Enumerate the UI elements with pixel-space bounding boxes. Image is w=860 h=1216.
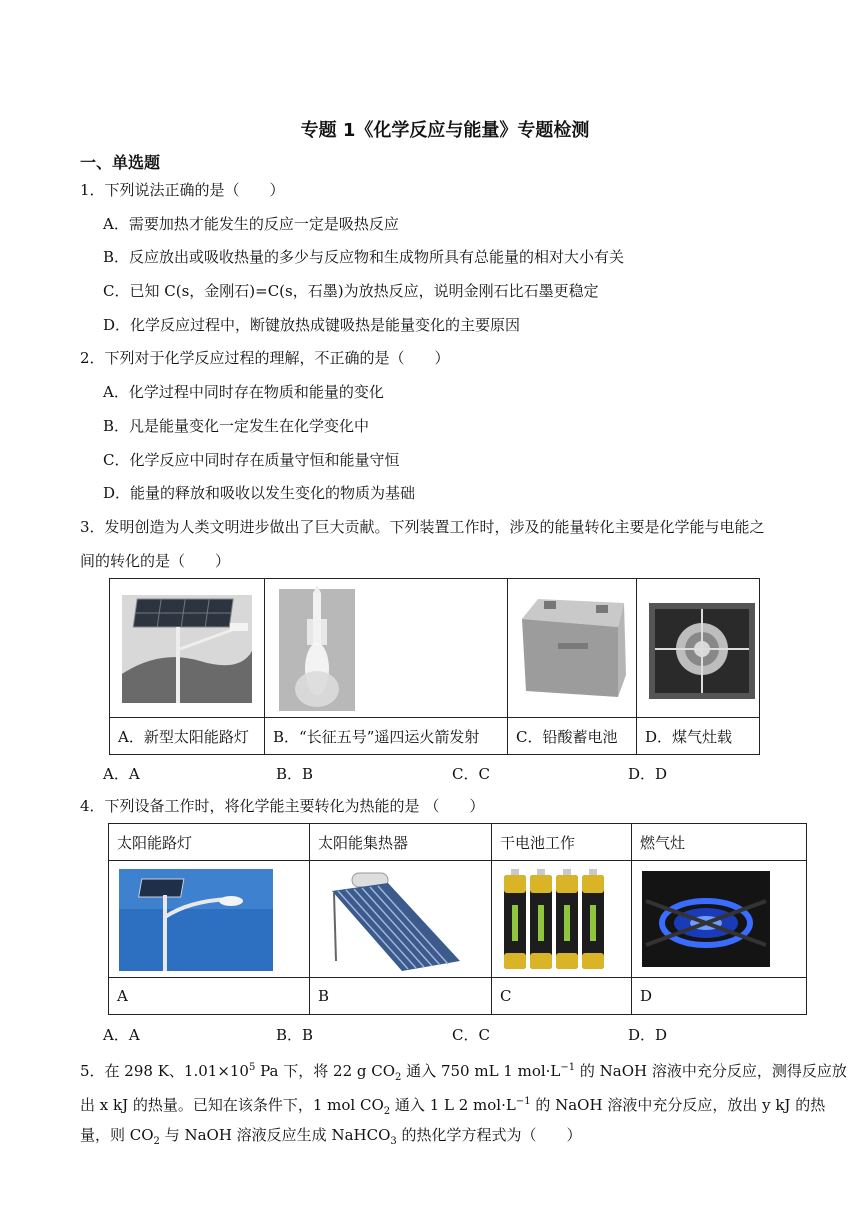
q3-caption-b: B．“长征五号”遥四运火箭发射 [265, 718, 508, 755]
q3-stem-line2: 间的转化的是（ ） [80, 552, 231, 570]
q4-label-a: A [109, 978, 310, 1015]
q4-choice-d[interactable]: D．D [628, 1026, 668, 1044]
q1-option-d[interactable]: D．化学反应过程中，断键放热成键吸热是能量变化的主要原因 [103, 316, 521, 334]
q2-stem: 2．下列对于化学反应过程的理解，不正确的是（ ） [80, 349, 450, 367]
solar-streetlight-blue-image [109, 861, 310, 978]
q2-option-d[interactable]: D．能量的释放和吸收以发生变化的物质为基础 [103, 484, 416, 502]
gas-flame-image [632, 861, 807, 978]
q5-line2: 出 x kJ 的热量。已知在该条件下，1 mol $CO_2$ 通入 1 L 2 $mol\cdot L^{-1}$ 的 NaOH 溶液中充分反应，放出 y kJ 的热 [80, 1096, 826, 1117]
q3-choice-b[interactable]: B．B [276, 765, 314, 783]
q4-header-b: 太阳能集热器 [310, 824, 492, 861]
q3-caption-d: D．煤气灶载 [637, 718, 760, 755]
q3-image-table [109, 578, 760, 755]
q3-choice-d[interactable]: D．D [628, 765, 668, 783]
q3-choice-a[interactable]: A．A [103, 765, 140, 783]
q2-option-a[interactable]: A．化学过程中同时存在物质和能量的变化 [103, 383, 384, 401]
lead-acid-battery-image [508, 579, 637, 718]
q4-header-d: 燃气灶 [632, 824, 807, 861]
q5-line3: 量，则 $CO_2$ 与 NaOH 溶液反应生成 NaHCO$_3$ 的热化学方程式为（ ） [80, 1126, 582, 1147]
dry-batteries-image [492, 861, 632, 978]
q1-option-a[interactable]: A．需要加热才能发生的反应一定是吸热反应 [103, 215, 399, 233]
section-heading: 一、单选题 [80, 153, 161, 172]
q4-header-c: 干电池工作 [492, 824, 632, 861]
q3-caption-a: A．新型太阳能路灯 [110, 718, 265, 755]
q4-choice-c[interactable]: C．C [452, 1026, 490, 1044]
solar-streetlight-image [110, 579, 265, 718]
q4-table [108, 823, 807, 1015]
q3-choice-c[interactable]: C．C [452, 765, 490, 783]
q5-line1: 5．在 298 K、$1.01\times 10^5$ Pa 下，将 22 g $CO_2$ 通入 750 mL 1 $mol\cdot L^{-1}$ 的 NaOH 溶液中充分反应，测得反应放 [80, 1062, 847, 1083]
q1-stem: 1．下列说法正确的是（ ） [80, 181, 285, 199]
rocket-launch-image [265, 579, 508, 718]
solar-water-heater-image [310, 861, 492, 978]
q3-caption-c: C．铅酸蓄电池 [508, 718, 637, 755]
q4-choice-b[interactable]: B．B [276, 1026, 314, 1044]
gas-stove-image [637, 579, 760, 718]
q4-label-b: B [310, 978, 492, 1015]
q4-label-d: D [632, 978, 807, 1015]
q4-stem: 4．下列设备工作时，将化学能主要转化为热能的是 （ ） [80, 797, 485, 815]
q1-option-c[interactable]: C．已知 C(s，金刚石)=C(s，石墨)为放热反应，说明金刚石比石墨更稳定 [103, 282, 599, 300]
page-title: 专题 1《化学反应与能量》专题检测 [300, 120, 590, 141]
q1-option-b[interactable]: B．反应放出或吸收热量的多少与反应物和生成物所具有总能量的相对大小有关 [103, 248, 625, 266]
q2-option-b[interactable]: B．凡是能量变化一定发生在化学变化中 [103, 417, 370, 435]
q4-header-a: 太阳能路灯 [109, 824, 310, 861]
q3-stem-line1: 3．发明创造为人类文明进步做出了巨大贡献。下列装置工作时，涉及的能量转化主要是化学能与电能之 [80, 518, 765, 536]
q4-choice-a[interactable]: A．A [103, 1026, 140, 1044]
q2-option-c[interactable]: C．化学反应中同时存在质量守恒和能量守恒 [103, 451, 400, 469]
q4-label-c: C [492, 978, 632, 1015]
